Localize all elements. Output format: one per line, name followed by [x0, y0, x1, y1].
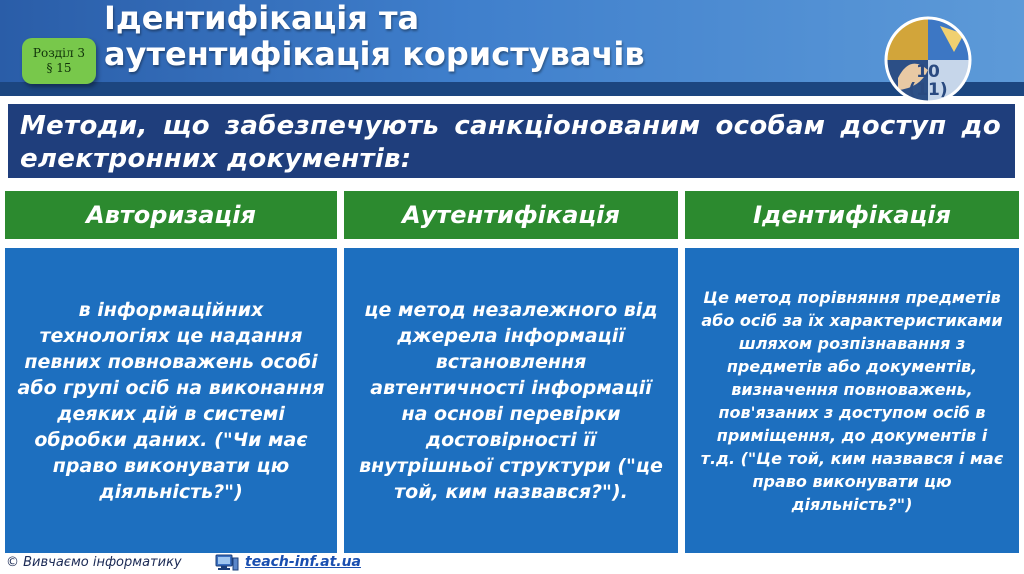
badge-section: Розділ 3 — [32, 46, 86, 60]
grade-logo-icon — [868, 16, 988, 104]
heading-identification-label: Ідентифікація — [753, 201, 951, 229]
title-line-1: Ідентифікація та — [104, 0, 420, 37]
section-badge — [22, 38, 96, 84]
body-authorization — [5, 248, 337, 553]
footer-copyright: © Вивчаємо інформатику — [6, 555, 182, 570]
badge-paragraph: § 15 — [46, 61, 72, 75]
heading-authorization-label: Авторизація — [86, 201, 256, 229]
heading-identification — [685, 191, 1019, 239]
heading-authentication — [344, 191, 678, 239]
body-authorization-text: в інформаційних технологіях це надання певних повноважень особі або групі осіб на виконання деяких дій в системі обробки даних. ("Чи має право виконувати цю діяльність?") — [17, 298, 325, 503]
heading-authorization — [5, 191, 337, 239]
title-line-2: аутентифікація користувачів — [104, 35, 645, 73]
heading-authentication-label: Аутентифікація — [402, 201, 620, 229]
footer — [0, 552, 1024, 574]
body-authentication-text: це метод незалежного від джерела інформації встановлення автентичності інформації на основі перевірки достовірності її внутрішньої структури ("це той, ким назвався?"). — [359, 298, 663, 503]
body-authentication — [344, 248, 678, 553]
intro-banner — [8, 104, 1015, 178]
body-identification — [685, 248, 1019, 553]
grade-main: 10 — [916, 62, 940, 82]
page-title — [104, 0, 645, 72]
body-identification-text: Це метод порівняння предметів або осіб за їх характеристиками шляхом розпізнавання з предметів або документів, визначення повноважень, пов'язаних з доступом осіб в приміщення, до документів і т.д. ("Це той, ким назвався і має право виконувати цю діяльність?") — [700, 287, 1004, 514]
intro-text: Методи, що забезпечують санкціонованим особам доступ до електронних документів: — [20, 111, 1001, 174]
computer-icon — [214, 554, 240, 572]
grade-sub: (11) — [908, 80, 948, 100]
footer-site-link[interactable]: teach-inf.at.ua — [245, 554, 361, 570]
